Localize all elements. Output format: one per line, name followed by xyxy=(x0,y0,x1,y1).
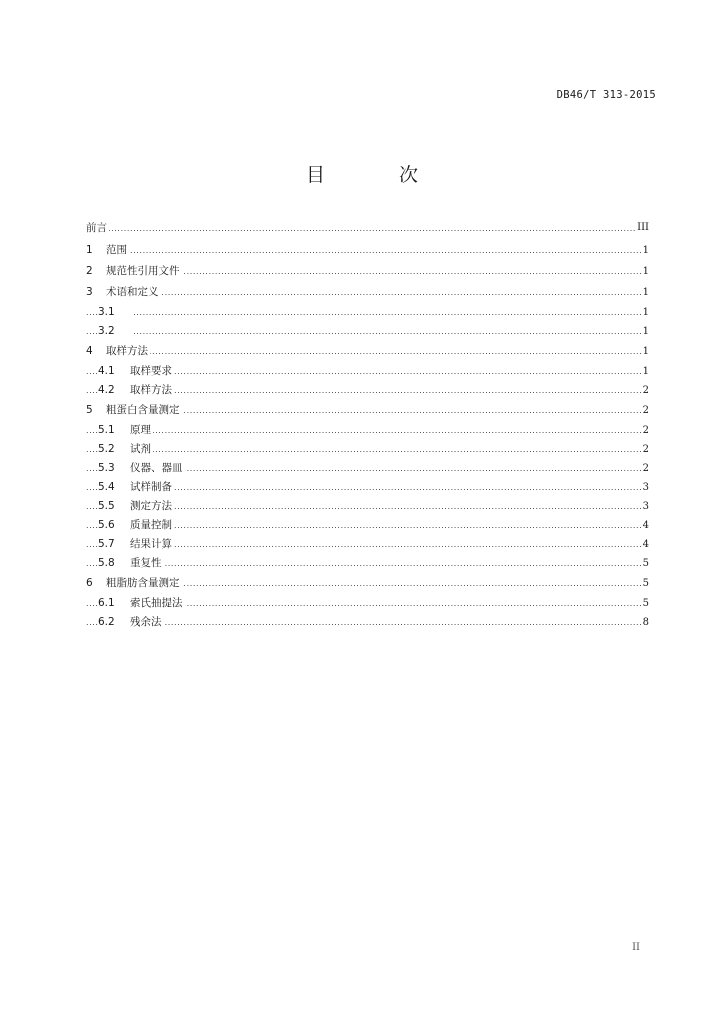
toc-entry-text xyxy=(98,384,174,396)
toc-entry-text xyxy=(98,616,164,628)
toc-entry[interactable] xyxy=(86,240,649,261)
toc-entry-text xyxy=(98,481,174,493)
toc-entry[interactable] xyxy=(86,535,649,554)
dot-leader xyxy=(86,217,649,240)
toc-entry-text xyxy=(98,443,153,455)
toc-entry-page: 1 xyxy=(641,303,649,322)
toc-entry-label: 索氏抽提法 xyxy=(130,596,183,609)
toc-entry-page: 1 xyxy=(641,362,649,381)
toc-entry-page: 3 xyxy=(641,497,649,516)
toc-entry-number: 5.6 xyxy=(98,518,115,531)
toc-entry[interactable] xyxy=(86,421,649,440)
toc-entry[interactable] xyxy=(86,516,649,535)
toc-entry-number: 2 xyxy=(86,264,93,277)
toc-entry-number: 6.2 xyxy=(98,615,115,628)
toc-entry-label: 原理 xyxy=(130,423,151,436)
toc-entry-label: 试剂 xyxy=(130,442,151,455)
toc-entry-text xyxy=(86,577,182,589)
dot-leader xyxy=(86,341,649,362)
toc-entry-page: 5 xyxy=(641,554,649,573)
toc-entry[interactable] xyxy=(86,303,649,322)
toc-entry[interactable] xyxy=(86,341,649,362)
toc-entry[interactable] xyxy=(86,440,649,459)
dot-leader xyxy=(86,303,649,322)
toc-entry-page: 2 xyxy=(641,459,649,478)
dot-leader xyxy=(86,322,649,341)
toc-entry-number: 4 xyxy=(86,344,93,357)
toc-entry-number: 4.2 xyxy=(98,383,115,396)
toc-entry-page: 8 xyxy=(641,613,649,632)
toc-entry-text xyxy=(98,424,153,436)
toc-entry-number: 3 xyxy=(86,285,93,298)
dot-leader xyxy=(86,440,649,459)
toc-entry-page: 2 xyxy=(641,381,649,400)
toc-entry-number: 5.1 xyxy=(98,423,115,436)
toc-entry-page: 1 xyxy=(641,322,649,341)
dot-leader xyxy=(86,282,649,303)
toc-entry-label: 仪器、器皿 xyxy=(130,461,183,474)
toc-entry-number: 5.3 xyxy=(98,461,115,474)
toc-entry-page: 4 xyxy=(641,516,649,535)
document-code: DB46/T 313-2015 xyxy=(556,89,656,101)
toc-entry[interactable] xyxy=(86,459,649,478)
toc-entry-number: 3.1 xyxy=(98,305,115,318)
toc-entry-page: 1 xyxy=(641,282,649,303)
toc-entry-number: 6 xyxy=(86,576,93,589)
toc-entry-text xyxy=(98,597,185,609)
toc-entry-page: 2 xyxy=(641,440,649,459)
toc-entry-label: 取样方法 xyxy=(130,383,172,396)
toc-entry-page: 2 xyxy=(641,421,649,440)
toc-entry-label: 粗蛋白含量测定 xyxy=(106,403,180,416)
toc-entry-number: 1 xyxy=(86,243,93,256)
toc-entry-text xyxy=(86,286,161,298)
toc-entry-label: 结果计算 xyxy=(130,537,172,550)
table-of-contents xyxy=(86,217,649,632)
toc-entry-label: 残余法 xyxy=(130,615,162,628)
dot-leader xyxy=(86,240,649,261)
toc-entry[interactable] xyxy=(86,497,649,516)
toc-entry-number: 6.1 xyxy=(98,596,115,609)
toc-entry-page: III xyxy=(635,217,649,240)
toc-entry-text xyxy=(86,222,109,234)
toc-entry-text xyxy=(98,519,174,531)
dot-leader xyxy=(86,421,649,440)
toc-entry-label: 质量控制 xyxy=(130,518,172,531)
toc-title: 目 次 xyxy=(305,164,453,186)
toc-entry[interactable] xyxy=(86,261,649,282)
toc-entry-number: 5.2 xyxy=(98,442,115,455)
toc-entry-number: 5.4 xyxy=(98,480,115,493)
toc-entry[interactable] xyxy=(86,282,649,303)
toc-entry-number: 5 xyxy=(86,403,93,416)
toc-entry-text xyxy=(98,306,132,318)
toc-entry-label: 试样制备 xyxy=(130,480,172,493)
toc-entry-label: 取样方法 xyxy=(106,344,148,357)
toc-entry[interactable] xyxy=(86,400,649,421)
toc-entry-page: 5 xyxy=(641,573,649,594)
toc-entry-text xyxy=(86,265,182,277)
page-number: II xyxy=(632,942,640,953)
toc-entry-page: 3 xyxy=(641,478,649,497)
toc-entry-page: 2 xyxy=(641,400,649,421)
toc-entry-number: 4.1 xyxy=(98,364,115,377)
toc-entry[interactable] xyxy=(86,217,649,240)
toc-entry-label: 术语和定义 xyxy=(106,285,159,298)
toc-entry-label: 规范性引用文件 xyxy=(106,264,180,277)
toc-entry-label: 范围 xyxy=(106,243,127,256)
toc-entry-number: 5.5 xyxy=(98,499,115,512)
toc-entry-number: 3.2 xyxy=(98,324,115,337)
toc-entry[interactable] xyxy=(86,322,649,341)
toc-entry-label: 取样要求 xyxy=(130,364,172,377)
toc-entry-text xyxy=(98,557,164,569)
toc-entry-number: 5.8 xyxy=(98,556,115,569)
toc-entry-text xyxy=(98,500,174,512)
toc-entry-label: 重复性 xyxy=(130,556,162,569)
toc-entry-text xyxy=(98,365,174,377)
toc-entry[interactable] xyxy=(86,362,649,381)
toc-entry-text xyxy=(98,325,132,337)
dot-leader xyxy=(86,613,649,632)
toc-entry-page: 4 xyxy=(641,535,649,554)
toc-entry-page: 1 xyxy=(641,261,649,282)
toc-entry-text xyxy=(86,404,182,416)
dot-leader xyxy=(86,554,649,573)
toc-entry-label: 前言 xyxy=(86,222,107,234)
toc-entry-page: 1 xyxy=(641,341,649,362)
toc-entry-page: 1 xyxy=(641,240,649,261)
toc-entry-text xyxy=(86,345,150,357)
toc-entry-text xyxy=(98,538,174,550)
toc-entry-text xyxy=(86,244,129,256)
toc-entry-page: 5 xyxy=(641,594,649,613)
toc-entry[interactable] xyxy=(86,594,649,613)
toc-entry[interactable] xyxy=(86,478,649,497)
toc-entry-number: 5.7 xyxy=(98,537,115,550)
toc-entry[interactable] xyxy=(86,573,649,594)
toc-entry-label: 粗脂肪含量测定 xyxy=(106,576,180,589)
toc-entry-label: 测定方法 xyxy=(130,499,172,512)
toc-entry-text xyxy=(98,462,185,474)
toc-entry[interactable] xyxy=(86,554,649,573)
toc-entry[interactable] xyxy=(86,381,649,400)
toc-entry[interactable] xyxy=(86,613,649,632)
